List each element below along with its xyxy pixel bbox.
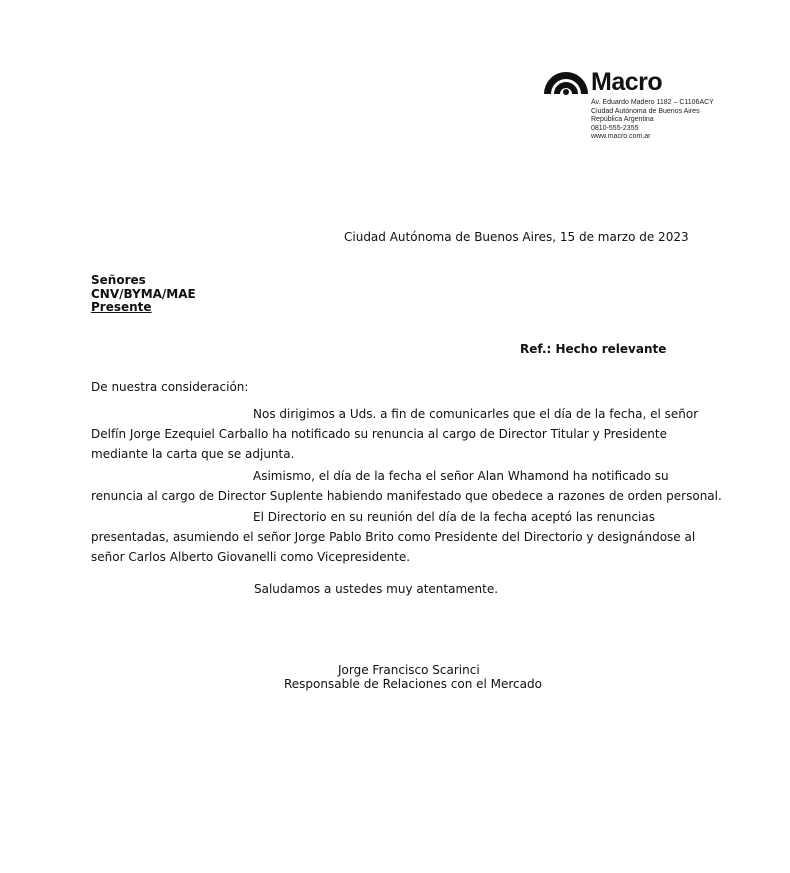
salutation: De nuestra consideración: [91, 380, 249, 394]
closing-line: Saludamos a ustedes muy atentamente. [254, 582, 499, 596]
paragraph-line: presentadas, asumiendo el señor Jorge Pablo Brito como Presidente del Directorio y designándose al [91, 530, 696, 544]
paragraph-line: Nos dirigimos a Uds. a fin de comunicarles que el día de la fecha, el señor [253, 407, 699, 421]
address-line: 0810-555-2355 [591, 124, 639, 132]
recipient-line: Señores [91, 273, 146, 287]
paragraph-line: Asimismo, el día de la fecha el señor Alan Whamond ha notificado su [253, 469, 669, 483]
letterhead-address [591, 99, 714, 142]
body-paragraph [91, 404, 699, 464]
address-line: www.macro.com.ar [591, 133, 651, 141]
body-paragraph [91, 507, 696, 567]
paragraph-line: Delfín Jorge Ezequiel Carballo ha notificado su renuncia al cargo de Director Titular y Presidente [91, 427, 667, 441]
reference-line: Ref.: Hecho relevante [520, 342, 667, 356]
body-paragraph [91, 466, 722, 506]
signature-name: Jorge Francisco Scarinci [338, 663, 480, 677]
signature-role: Responsable de Relaciones con el Mercado [284, 677, 542, 691]
recipient-line: CNV/BYMA/MAE [91, 287, 196, 301]
paragraph-line: señor Carlos Alberto Giovanelli como Vicepresidente. [91, 550, 411, 564]
recipient-line: Presente [91, 300, 152, 314]
brand-name: Macro [591, 68, 663, 96]
macro-logo [543, 68, 662, 96]
paragraph-line: El Directorio en su reunión del día de la fecha aceptó las renuncias [253, 510, 655, 524]
address-line: Av. Eduardo Madero 1182 – C1106ACY [591, 99, 714, 106]
date-line: Ciudad Autónoma de Buenos Aires, 15 de marzo de 2023 [344, 230, 689, 244]
paragraph-line: renuncia al cargo de Director Suplente habiendo manifestado que obedece a razones de orden personal. [91, 489, 722, 503]
address-line: República Argentina [591, 116, 654, 124]
address-line: Ciudad Autónoma de Buenos Aires [591, 107, 700, 115]
macro-arcs-icon [543, 68, 589, 96]
paragraph-line: mediante la carta que se adjunta. [91, 447, 295, 461]
